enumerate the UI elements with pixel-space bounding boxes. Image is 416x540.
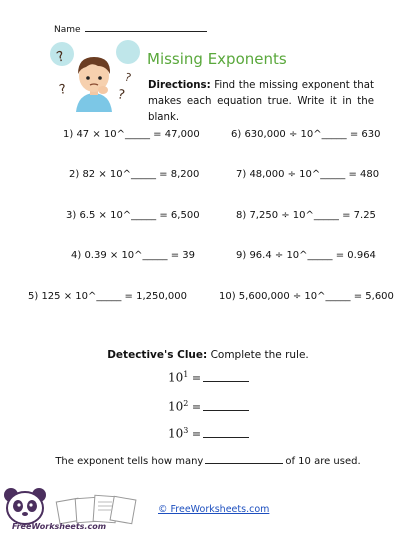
problem-5: 5) 125 × 10^_____ = 1,250,000	[28, 291, 187, 302]
problem-4: 4) 0.39 × 10^_____ = 39	[71, 250, 196, 261]
rule-base: 10	[168, 426, 184, 441]
rule-exponent: 3	[183, 426, 189, 435]
rule-base: 10	[168, 399, 184, 414]
rule-blank[interactable]	[203, 372, 249, 382]
sentence-before: The exponent tells how many	[55, 456, 204, 467]
problem-2: 2) 82 × 10^_____ = 8,200	[69, 169, 200, 180]
rule-2	[168, 399, 249, 414]
rule-equals: =	[191, 427, 202, 441]
problem-9: 9) 96.4 ÷ 10^_____ = 0.964	[236, 250, 376, 261]
problem-3: 3) 6.5 × 10^_____ = 6,500	[66, 210, 200, 221]
directions-label: Directions:	[148, 80, 211, 91]
exponent-sentence	[0, 455, 416, 467]
clue-text: Complete the rule.	[210, 349, 309, 361]
clue-label: Detective's Clue:	[107, 349, 208, 361]
directions	[148, 78, 374, 126]
rule-base: 10	[168, 370, 184, 385]
logo-text: FreeWorksheets.com	[12, 522, 107, 531]
svg-text:?: ?	[54, 48, 67, 66]
svg-text:?: ?	[123, 70, 133, 85]
thinking-boy-icon	[48, 40, 140, 112]
rule-1	[168, 370, 249, 385]
directions-text: Find the missing exponent that makes each equation true. Write it in the blank.	[148, 80, 374, 123]
name-label: Name	[54, 25, 81, 35]
freeworksheets-logo	[2, 484, 152, 536]
problem-10: 10) 5,600,000 ÷ 10^_____ = 5,600	[219, 291, 394, 302]
worksheet-stack-icon	[56, 495, 136, 523]
rule-blank[interactable]	[203, 428, 249, 438]
rule-3	[168, 426, 249, 441]
detective-clue	[0, 349, 416, 361]
svg-text:?: ?	[58, 81, 68, 98]
page-title: Missing Exponents	[147, 50, 287, 68]
problem-1: 1) 47 × 10^_____ = 47,000	[63, 129, 200, 140]
rule-exponent: 2	[183, 399, 189, 408]
problem-6: 6) 630,000 ÷ 10^_____ = 630	[231, 129, 381, 140]
svg-text:?: ?	[116, 87, 127, 104]
sentence-after: of 10 are used.	[285, 456, 361, 467]
sentence-blank[interactable]	[205, 455, 283, 464]
rule-blank[interactable]	[203, 401, 249, 411]
problem-7: 7) 48,000 ÷ 10^_____ = 480	[236, 169, 380, 180]
freeworksheets-link[interactable]: © FreeWorksheets.com	[158, 504, 270, 515]
problem-8: 8) 7,250 ÷ 10^_____ = 7.25	[236, 210, 376, 221]
rule-exponent: 1	[183, 370, 189, 379]
rule-equals: =	[191, 371, 202, 385]
rule-equals: =	[191, 400, 202, 414]
name-row	[54, 23, 207, 35]
name-blank[interactable]	[85, 23, 207, 32]
